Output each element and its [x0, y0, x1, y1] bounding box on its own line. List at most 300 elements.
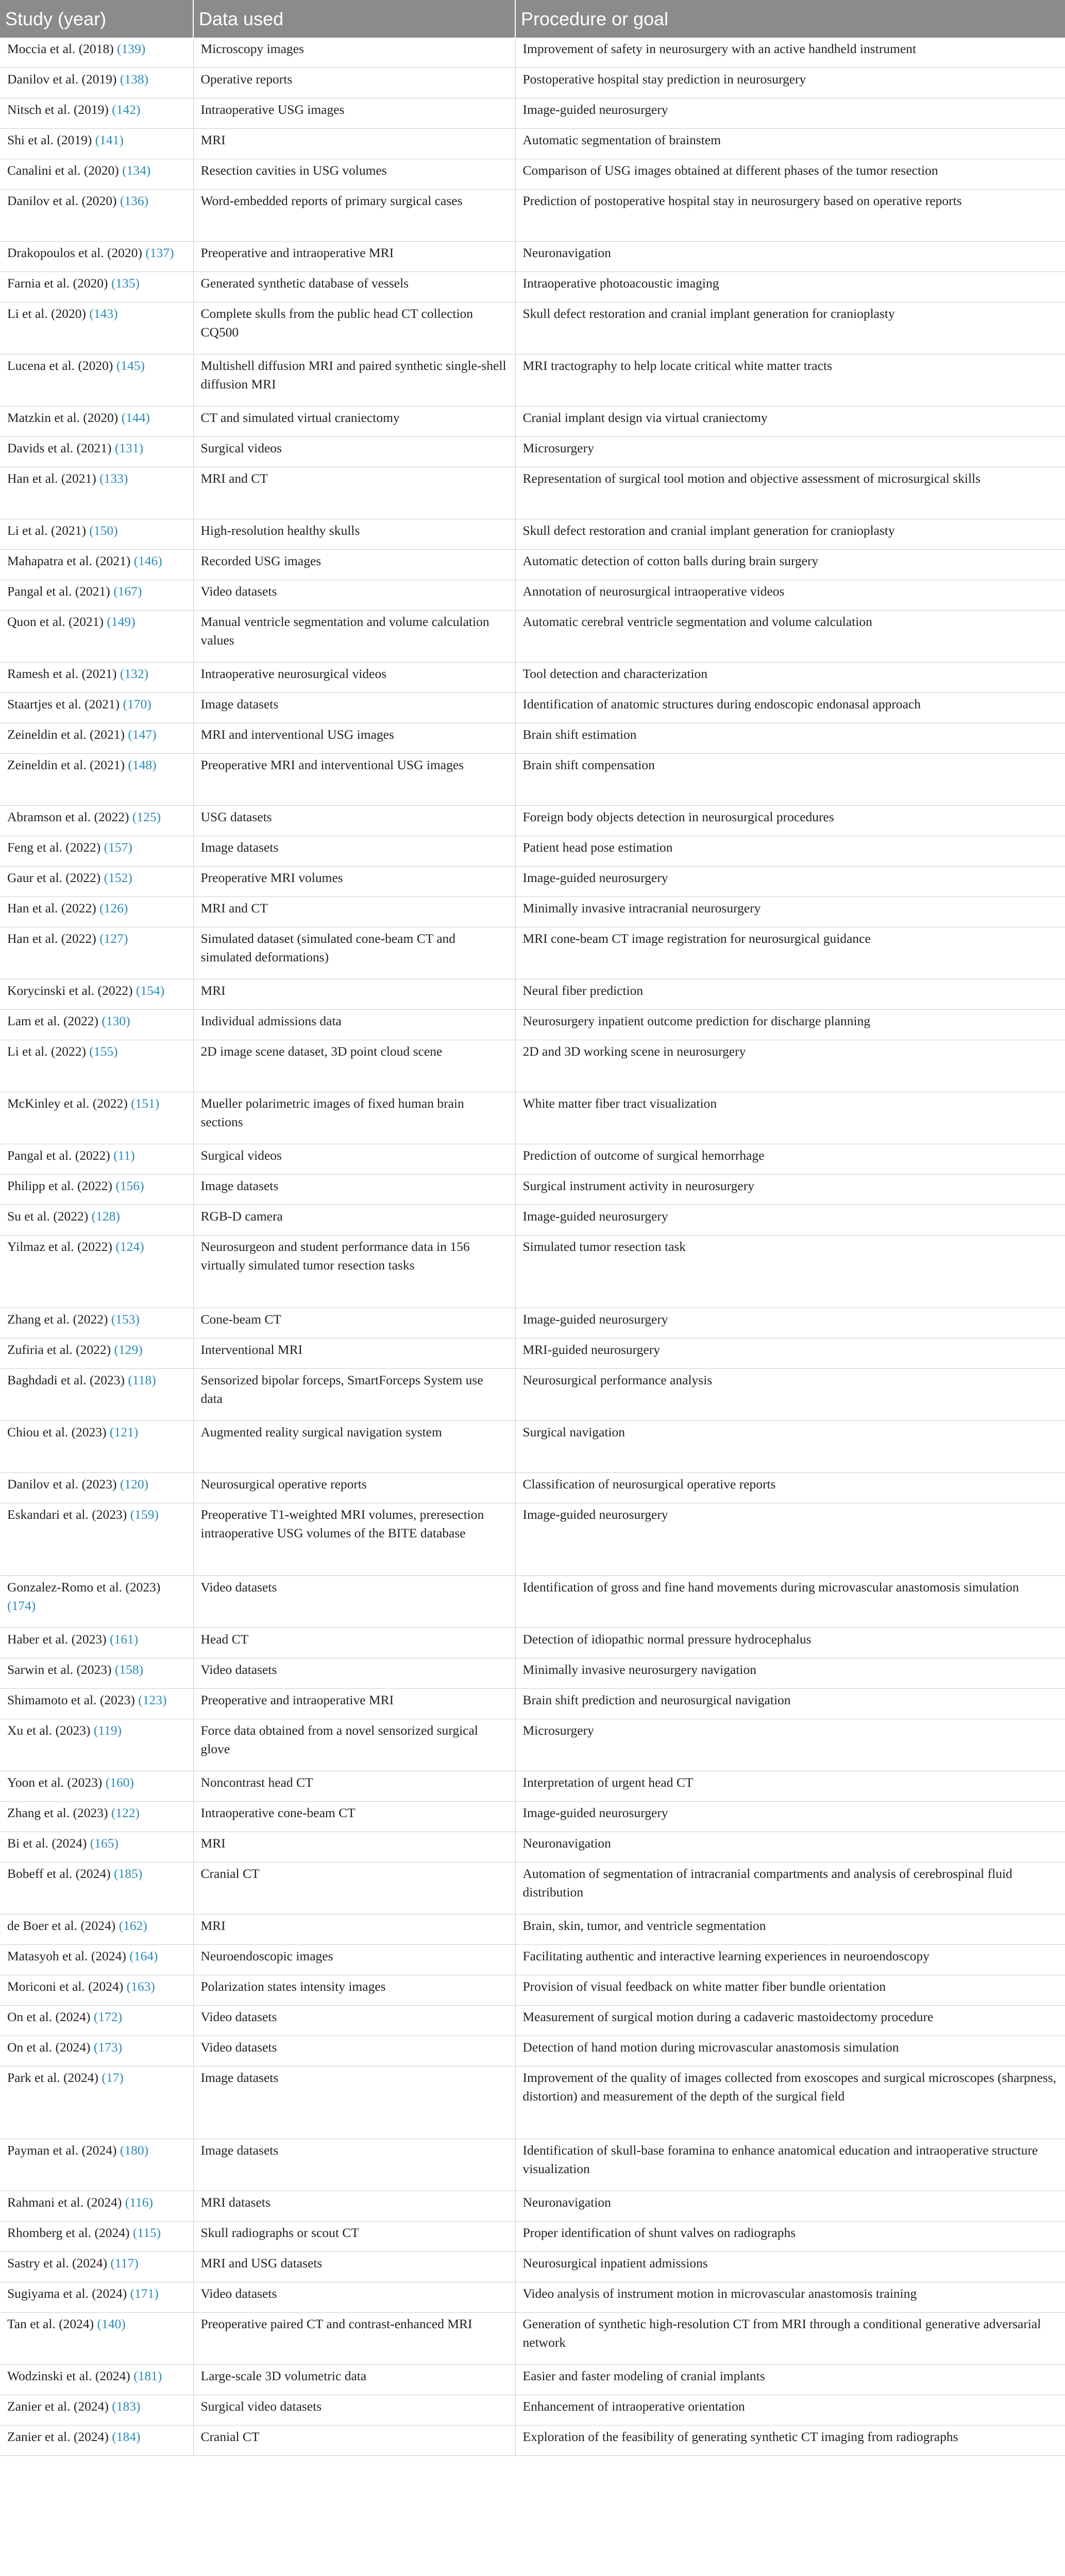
study-cell — [0, 2191, 193, 2222]
procedure-cell: Image-guided neurosurgery — [515, 1308, 1065, 1338]
reference-link[interactable]: (121) — [110, 1425, 139, 1439]
study-name: Zanier et al. (2024) — [7, 2429, 109, 2444]
table-row — [0, 2006, 1065, 2036]
procedure-cell: Brain shift prediction and neurosurgical navigation — [515, 1689, 1065, 1719]
reference-link[interactable]: (129) — [114, 1342, 143, 1357]
procedure-cell: Detection of idiopathic normal pressure hydrocephalus — [515, 1628, 1065, 1658]
reference-link[interactable]: (130) — [102, 1013, 130, 1028]
reference-link[interactable]: (141) — [95, 132, 124, 147]
reference-link[interactable]: (150) — [89, 523, 118, 538]
study-cell — [0, 406, 193, 437]
procedure-cell: Skull defect restoration and cranial implant generation for cranioplasty — [515, 302, 1065, 354]
procedure-cell: Identification of gross and fine hand movements during microvascular anastomosis simulation — [515, 1576, 1065, 1628]
data-used-cell: Neurosurgical operative reports — [193, 1473, 515, 1503]
study-cell — [0, 38, 193, 68]
procedure-cell: Surgical navigation — [515, 1421, 1065, 1473]
data-used-cell: Image datasets — [193, 836, 515, 867]
procedure-cell: Brain, skin, tumor, and ventricle segmentation — [515, 1914, 1065, 1945]
study-cell — [0, 2365, 193, 2395]
table-row — [0, 1576, 1065, 1628]
study-cell — [0, 1144, 193, 1175]
reference-link[interactable]: (127) — [99, 931, 128, 946]
study-cell — [0, 1205, 193, 1235]
table-row — [0, 1689, 1065, 1719]
reference-link[interactable]: (133) — [99, 471, 128, 486]
study-name: Han et al. (2022) — [7, 931, 96, 946]
data-used-cell: Operative reports — [193, 68, 515, 98]
table-row — [0, 1862, 1065, 1914]
procedure-cell: Tool detection and characterization — [515, 663, 1065, 693]
study-cell — [0, 519, 193, 550]
study-cell — [0, 1421, 193, 1473]
data-used-cell: Neuroendoscopic images — [193, 1945, 515, 1975]
reference-link[interactable]: (167) — [113, 584, 142, 599]
header-study: Study (year) — [0, 0, 193, 38]
procedure-cell: Neurosurgery inpatient outcome prediction for discharge planning — [515, 1010, 1065, 1040]
table-row — [0, 2395, 1065, 2426]
study-cell — [0, 98, 193, 129]
data-used-cell: High-resolution healthy skulls — [193, 519, 515, 550]
reference-link[interactable]: (116) — [125, 2195, 154, 2210]
procedure-cell: Image-guided neurosurgery — [515, 1503, 1065, 1576]
procedure-cell: Microsurgery — [515, 437, 1065, 467]
reference-link[interactable]: (143) — [89, 306, 118, 321]
table-row — [0, 406, 1065, 437]
reference-link[interactable]: (156) — [115, 1178, 144, 1193]
procedure-cell: Automatic detection of cotton balls during brain surgery — [515, 550, 1065, 580]
study-name: Yilmaz et al. (2022) — [7, 1239, 112, 1254]
study-cell — [0, 2252, 193, 2282]
table-row — [0, 242, 1065, 272]
table-row — [0, 1040, 1065, 1092]
reference-link[interactable]: (157) — [104, 840, 132, 855]
table-row — [0, 1914, 1065, 1945]
data-used-cell: Generated synthetic database of vessels — [193, 272, 515, 302]
study-cell — [0, 1628, 193, 1658]
reference-link[interactable]: (172) — [93, 2009, 123, 2024]
reference-link[interactable]: (118) — [128, 1372, 156, 1387]
reference-link[interactable]: (117) — [110, 2256, 139, 2270]
study-cell — [0, 1914, 193, 1945]
reference-link[interactable]: (140) — [97, 2316, 126, 2331]
study-cell — [0, 272, 193, 302]
procedure-cell: Identification of anatomic structures during endoscopic endonasal approach — [515, 693, 1065, 723]
study-name: Bi et al. (2024) — [7, 1836, 87, 1851]
table-body — [0, 38, 1065, 2456]
procedure-cell: Representation of surgical tool motion and objective assessment of microsurgical skills — [515, 467, 1065, 519]
study-name: Drakopoulos et al. (2020) — [7, 245, 143, 260]
table-row — [0, 693, 1065, 723]
procedure-cell: MRI tractography to help locate critical white matter tracts — [515, 354, 1065, 406]
procedure-cell: Facilitating authentic and interactive learning experiences in neuroendoscopy — [515, 1945, 1065, 1975]
study-name: Zeineldin et al. (2021) — [7, 727, 125, 742]
study-name: Lucena et al. (2020) — [7, 358, 113, 373]
data-used-cell: Neurosurgeon and student performance data in 156 virtually simulated tumor resection tasks — [193, 1235, 515, 1308]
reference-link[interactable]: (170) — [123, 697, 151, 711]
table-row — [0, 1205, 1065, 1235]
data-used-cell: Augmented reality surgical navigation system — [193, 1421, 515, 1473]
table-row — [0, 580, 1065, 611]
study-cell — [0, 159, 193, 190]
table-row — [0, 897, 1065, 927]
table-row — [0, 663, 1065, 693]
reference-link[interactable]: (149) — [107, 614, 136, 629]
procedure-cell: Prediction of outcome of surgical hemorrhage — [515, 1144, 1065, 1175]
study-cell — [0, 2066, 193, 2139]
procedure-cell: Minimally invasive intracranial neurosurgery — [515, 897, 1065, 927]
study-name: Matasyoh et al. (2024) — [7, 1948, 126, 1963]
study-cell — [0, 1719, 193, 1771]
procedure-cell: Neuronavigation — [515, 2191, 1065, 2222]
procedure-cell: Interpretation of urgent head CT — [515, 1771, 1065, 1802]
table-row — [0, 1421, 1065, 1473]
table-row — [0, 2222, 1065, 2252]
table-row — [0, 98, 1065, 129]
data-used-cell: CT and simulated virtual craniectomy — [193, 406, 515, 437]
data-used-cell: Preoperative and intraoperative MRI — [193, 1689, 515, 1719]
table-row — [0, 550, 1065, 580]
study-name: Rahmani et al. (2024) — [7, 2195, 122, 2210]
study-name: Philipp et al. (2022) — [7, 1178, 112, 1193]
reference-link[interactable]: (115) — [132, 2225, 161, 2240]
study-name: Pangal et al. (2021) — [7, 584, 110, 599]
reference-link[interactable]: (148) — [128, 757, 157, 772]
study-cell — [0, 806, 193, 836]
procedure-cell: Comparison of USG images obtained at different phases of the tumor resection — [515, 159, 1065, 190]
table-row — [0, 1369, 1065, 1421]
procedure-cell: Annotation of neurosurgical intraoperative videos — [515, 580, 1065, 611]
data-used-cell: Image datasets — [193, 693, 515, 723]
procedure-cell: Improvement of safety in neurosurgery with an active handheld instrument — [515, 38, 1065, 68]
procedure-cell: Cranial implant design via virtual craniectomy — [515, 406, 1065, 437]
reference-link[interactable]: (158) — [114, 1662, 144, 1677]
table-row — [0, 467, 1065, 519]
reference-link[interactable]: (124) — [115, 1239, 144, 1254]
data-used-cell: Complete skulls from the public head CT collection CQ500 — [193, 302, 515, 354]
study-name: Xu et al. (2023) — [7, 1723, 91, 1738]
table-row — [0, 1658, 1065, 1689]
procedure-cell: Neurosurgical performance analysis — [515, 1369, 1065, 1421]
procedure-cell: Measurement of surgical motion during a cadaveric mastoidectomy procedure — [515, 2006, 1065, 2036]
data-used-cell: Intraoperative USG images — [193, 98, 515, 129]
study-name: Danilov et al. (2020) — [7, 193, 117, 208]
study-name: Han et al. (2021) — [7, 471, 96, 486]
procedure-cell: Surgical instrument activity in neurosurgery — [515, 1175, 1065, 1205]
reference-link[interactable]: (135) — [111, 276, 140, 291]
study-cell — [0, 1802, 193, 1832]
study-name: Sastry et al. (2024) — [7, 2256, 108, 2270]
procedure-cell: Automation of segmentation of intracranial compartments and analysis of cerebrospinal fluid distribution — [515, 1862, 1065, 1914]
study-name: Korycinski et al. (2022) — [7, 983, 133, 998]
data-used-cell: Mueller polarimetric images of fixed human brain sections — [193, 1092, 515, 1144]
study-cell — [0, 754, 193, 806]
table-row — [0, 2066, 1065, 2139]
data-used-cell: Force data obtained from a novel sensorized surgical glove — [193, 1719, 515, 1771]
table-row — [0, 1235, 1065, 1308]
reference-link[interactable]: (185) — [114, 1866, 143, 1881]
table-row — [0, 159, 1065, 190]
study-cell — [0, 1010, 193, 1040]
study-cell — [0, 1308, 193, 1338]
data-used-cell: Video datasets — [193, 1658, 515, 1689]
reference-link[interactable]: (145) — [116, 358, 145, 373]
study-name: Zufiria et al. (2022) — [7, 1342, 111, 1357]
study-name: Shi et al. (2019) — [7, 132, 92, 147]
table-row — [0, 129, 1065, 159]
study-cell — [0, 897, 193, 927]
procedure-cell: Neural fiber prediction — [515, 979, 1065, 1010]
procedure-cell: Automatic cerebral ventricle segmentation and volume calculation — [515, 611, 1065, 663]
reference-link[interactable]: (147) — [128, 727, 157, 742]
reference-link[interactable]: (180) — [120, 2143, 149, 2158]
reference-link[interactable]: (128) — [91, 1209, 120, 1224]
procedure-cell: Simulated tumor resection task — [515, 1235, 1065, 1308]
data-used-cell: MRI datasets — [193, 2191, 515, 2222]
procedure-cell: Brain shift estimation — [515, 723, 1065, 754]
study-name: Zanier et al. (2024) — [7, 2399, 109, 2414]
reference-link[interactable]: (159) — [130, 1507, 159, 1522]
procedure-cell: Minimally invasive neurosurgery navigation — [515, 1658, 1065, 1689]
table-row — [0, 979, 1065, 1010]
study-name: Mahapatra et al. (2021) — [7, 553, 131, 568]
study-cell — [0, 1658, 193, 1689]
table-row — [0, 867, 1065, 897]
table-row — [0, 1473, 1065, 1503]
reference-link[interactable]: (144) — [121, 410, 150, 425]
study-name: Li et al. (2020) — [7, 306, 86, 321]
data-used-cell: Polarization states intensity images — [193, 1975, 515, 2006]
procedure-cell: Provision of visual feedback on white matter fiber bundle orientation — [515, 1975, 1065, 2006]
reference-link[interactable]: (123) — [138, 1692, 167, 1707]
reference-link[interactable]: (120) — [120, 1477, 149, 1492]
study-name: Matzkin et al. (2020) — [7, 410, 119, 425]
data-used-cell: Skull radiographs or scout CT — [193, 2222, 515, 2252]
study-name: Park et al. (2024) — [7, 2070, 99, 2085]
table-row — [0, 302, 1065, 354]
data-used-cell: Microscopy images — [193, 38, 515, 68]
data-used-cell: Preoperative and intraoperative MRI — [193, 242, 515, 272]
data-used-cell: MRI — [193, 979, 515, 1010]
table-row — [0, 2426, 1065, 2456]
reference-link[interactable]: (181) — [133, 2368, 162, 2383]
reference-link[interactable]: (132) — [120, 666, 149, 681]
data-used-cell: Preoperative T1-weighted MRI volumes, preresection intraoperative USG volumes of the BITE database — [193, 1503, 515, 1576]
data-used-cell: Intraoperative neurosurgical videos — [193, 663, 515, 693]
table-row — [0, 1719, 1065, 1771]
table-row — [0, 611, 1065, 663]
study-cell — [0, 2395, 193, 2426]
procedure-cell: Image-guided neurosurgery — [515, 1802, 1065, 1832]
procedure-cell: Patient head pose estimation — [515, 836, 1065, 867]
procedure-cell: Generation of synthetic high-resolution CT from MRI through a conditional generative adversarial network — [515, 2313, 1065, 2365]
reference-link[interactable]: (154) — [136, 983, 165, 998]
study-name: On et al. (2024) — [7, 2009, 91, 2024]
reference-link[interactable]: (171) — [130, 2286, 159, 2301]
study-cell — [0, 2036, 193, 2066]
reference-link[interactable]: (155) — [89, 1044, 118, 1059]
reference-link[interactable]: (126) — [99, 901, 128, 916]
study-name: Farnia et al. (2020) — [7, 276, 108, 291]
procedure-cell: MRI cone-beam CT image registration for neurosurgical guidance — [515, 927, 1065, 979]
study-name: Quon et al. (2021) — [7, 614, 104, 629]
reference-link[interactable]: (136) — [120, 193, 149, 208]
table-row — [0, 2036, 1065, 2066]
reference-link[interactable]: (165) — [90, 1836, 119, 1851]
data-used-cell: Preoperative MRI and interventional USG images — [193, 754, 515, 806]
study-name: Su et al. (2022) — [7, 1209, 89, 1224]
procedure-cell: MRI-guided neurosurgery — [515, 1338, 1065, 1369]
data-used-cell: Video datasets — [193, 1576, 515, 1628]
reference-link[interactable]: (146) — [133, 553, 162, 568]
table-row — [0, 1832, 1065, 1862]
reference-link[interactable]: (138) — [120, 72, 149, 87]
table-row — [0, 1144, 1065, 1175]
reference-link[interactable]: (160) — [105, 1775, 134, 1790]
data-used-cell: MRI — [193, 129, 515, 159]
reference-link[interactable]: (11) — [113, 1148, 135, 1163]
study-name: Davids et al. (2021) — [7, 440, 112, 455]
header-row — [0, 0, 1065, 38]
data-used-cell: Cranial CT — [193, 2426, 515, 2456]
study-cell — [0, 836, 193, 867]
data-used-cell: Head CT — [193, 1628, 515, 1658]
procedure-cell: Skull defect restoration and cranial implant generation for cranioplasty — [515, 519, 1065, 550]
reference-link[interactable]: (151) — [131, 1096, 160, 1111]
study-cell — [0, 1689, 193, 1719]
study-cell — [0, 302, 193, 354]
procedure-cell: Neuronavigation — [515, 242, 1065, 272]
procedure-cell: Proper identification of shunt valves on radiographs — [515, 2222, 1065, 2252]
reference-link[interactable]: (161) — [109, 1632, 139, 1647]
study-name: Sarwin et al. (2023) — [7, 1662, 112, 1677]
reference-link[interactable]: (137) — [145, 245, 174, 260]
reference-link[interactable]: (125) — [132, 809, 161, 824]
table-row — [0, 354, 1065, 406]
study-cell — [0, 927, 193, 979]
data-used-cell: MRI and interventional USG images — [193, 723, 515, 754]
data-used-cell: Image datasets — [193, 2066, 515, 2139]
data-used-cell: Surgical videos — [193, 437, 515, 467]
reference-link[interactable]: (153) — [111, 1312, 140, 1327]
reference-link[interactable]: (174) — [7, 1598, 36, 1614]
procedure-cell: Foreign body objects detection in neurosurgical procedures — [515, 806, 1065, 836]
study-cell — [0, 1576, 193, 1628]
table-row — [0, 2365, 1065, 2395]
study-name: Baghdadi et al. (2023) — [7, 1372, 125, 1387]
data-used-cell: USG datasets — [193, 806, 515, 836]
study-cell — [0, 1832, 193, 1862]
procedure-cell: Image-guided neurosurgery — [515, 867, 1065, 897]
reference-link[interactable]: (173) — [93, 2040, 123, 2055]
study-name: Sugiyama et al. (2024) — [7, 2286, 127, 2301]
table-row — [0, 1628, 1065, 1658]
study-name: de Boer et al. (2024) — [7, 1918, 116, 1933]
reference-link[interactable]: (119) — [93, 1723, 122, 1738]
data-used-cell: Large-scale 3D volumetric data — [193, 2365, 515, 2395]
study-name: Chiou et al. (2023) — [7, 1425, 107, 1439]
data-used-cell: Recorded USG images — [193, 550, 515, 580]
procedure-cell: Intraoperative photoacoustic imaging — [515, 272, 1065, 302]
study-name: McKinley et al. (2022) — [7, 1096, 128, 1111]
data-used-cell: 2D image scene dataset, 3D point cloud scene — [193, 1040, 515, 1092]
table-row — [0, 927, 1065, 979]
study-cell — [0, 723, 193, 754]
reference-link[interactable]: (163) — [126, 1979, 155, 1994]
reference-link[interactable]: (139) — [117, 41, 146, 56]
study-cell — [0, 1040, 193, 1092]
study-cell — [0, 550, 193, 580]
table-row — [0, 2139, 1065, 2191]
reference-link[interactable]: (122) — [111, 1805, 140, 1820]
study-cell — [0, 1369, 193, 1421]
study-cell — [0, 1175, 193, 1205]
data-used-cell: Sensorized bipolar forceps, SmartForceps System use data — [193, 1369, 515, 1421]
study-name: Abramson et al. (2022) — [7, 809, 129, 824]
data-used-cell: Intraoperative cone-beam CT — [193, 1802, 515, 1832]
study-name: Lam et al. (2022) — [7, 1013, 99, 1028]
procedure-cell: Image-guided neurosurgery — [515, 1205, 1065, 1235]
study-name: Danilov et al. (2019) — [7, 72, 117, 87]
table-row — [0, 38, 1065, 68]
data-used-cell: Simulated dataset (simulated cone-beam CT and simulated deformations) — [193, 927, 515, 979]
data-used-cell: Video datasets — [193, 2282, 515, 2313]
header-procedure: Procedure or goal — [515, 0, 1065, 38]
data-used-cell: Image datasets — [193, 1175, 515, 1205]
study-cell — [0, 611, 193, 663]
data-used-cell: Video datasets — [193, 2036, 515, 2066]
procedure-cell: Exploration of the feasibility of generating synthetic CT imaging from radiographs — [515, 2426, 1065, 2456]
study-cell — [0, 354, 193, 406]
study-name: Moccia et al. (2018) — [7, 41, 114, 56]
reference-link[interactable]: (184) — [112, 2429, 141, 2444]
table-row — [0, 836, 1065, 867]
study-name: Pangal et al. (2022) — [7, 1148, 110, 1163]
study-cell — [0, 1235, 193, 1308]
study-cell — [0, 979, 193, 1010]
reference-link[interactable]: (152) — [104, 870, 132, 885]
reference-link[interactable]: (164) — [129, 1948, 158, 1963]
reference-link[interactable]: (162) — [119, 1918, 147, 1933]
data-used-cell: MRI and CT — [193, 897, 515, 927]
reference-link[interactable]: (183) — [112, 2399, 141, 2414]
procedure-cell: Identification of skull-base foramina to enhance anatomical education and intraoperative structure visualization — [515, 2139, 1065, 2191]
reference-link[interactable]: (17) — [102, 2070, 124, 2085]
reference-link[interactable]: (134) — [122, 163, 151, 178]
data-used-cell: Preoperative MRI volumes — [193, 867, 515, 897]
study-name: Danilov et al. (2023) — [7, 1477, 117, 1492]
table-row — [0, 1010, 1065, 1040]
study-name: Staartjes et al. (2021) — [7, 697, 120, 711]
procedure-cell: Image-guided neurosurgery — [515, 98, 1065, 129]
study-name: Eskandari et al. (2023) — [7, 1507, 127, 1522]
study-cell — [0, 580, 193, 611]
study-name: Feng et al. (2022) — [7, 840, 101, 855]
reference-link[interactable]: (142) — [112, 102, 141, 117]
study-cell — [0, 1945, 193, 1975]
study-name: Yoon et al. (2023) — [7, 1775, 103, 1790]
table-row — [0, 1771, 1065, 1802]
study-cell — [0, 2222, 193, 2252]
data-used-cell: Surgical videos — [193, 1144, 515, 1175]
study-cell — [0, 867, 193, 897]
data-used-cell: Video datasets — [193, 2006, 515, 2036]
procedure-cell: Video analysis of instrument motion in microvascular anastomosis training — [515, 2282, 1065, 2313]
reference-link[interactable]: (131) — [114, 440, 144, 455]
data-used-cell: MRI — [193, 1914, 515, 1945]
study-name: Canalini et al. (2020) — [7, 163, 119, 178]
study-cell — [0, 2313, 193, 2365]
procedure-cell: Neurosurgical inpatient admissions — [515, 2252, 1065, 2282]
